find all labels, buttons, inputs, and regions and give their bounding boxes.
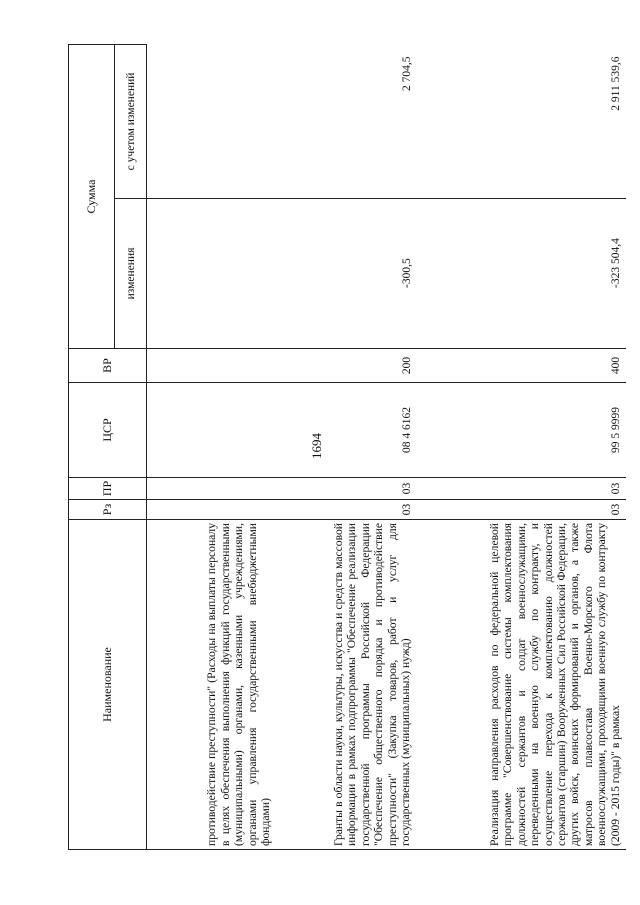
row-csr: 08 4 6162: [277, 383, 417, 478]
table-row: [147, 44, 277, 849]
header-s-uchetom: с учетом изменений: [115, 44, 147, 198]
row-s-uchetom: 2 911 539,6: [417, 44, 627, 198]
row-s-uchetom: [147, 44, 277, 198]
page-number: 1694: [309, 433, 324, 459]
row-name: Гранты в области науки, культуры, искусства и средств массовой информации в рамках подпрограммы "Обеспечение реализации государственной программы Российской Федерации "Обеспечение общественного порядка и противодействие преступности" (Закупка товаров, работ и услуг для государственных (муниципальных) нужд): [277, 520, 417, 850]
row-pr: 03: [277, 478, 417, 500]
row-s-uchetom: 2 704,5: [277, 44, 417, 198]
row-rz: 03: [277, 500, 417, 520]
row-rz: [147, 500, 277, 520]
header-summa: Сумма: [69, 44, 115, 348]
table-row: [277, 44, 417, 849]
row-vr: [147, 349, 277, 383]
header-name: Наименование: [69, 520, 147, 850]
header-vr: ВР: [69, 349, 147, 383]
row-rz: 03: [417, 500, 627, 520]
row-vr: 200: [277, 349, 417, 383]
header-izmeneniya: изменения: [115, 199, 147, 349]
row-csr: 99 5 9999: [417, 383, 627, 478]
row-pr: [147, 478, 277, 500]
rotated-table-area: [68, 45, 626, 850]
row-izmeneniya: [147, 199, 277, 349]
header-pr: ПР: [69, 478, 147, 500]
header-rz: Рз: [69, 500, 147, 520]
row-name: Реализация направления расходов по федеральной целевой программе "Совершенствование системы комплектования должностей сержантов и солдат военнослужащими, переведенными на военную службу по контракту, и осуществление перехода к комплектованию должностей сержантов (старшин) Вооруженных Сил Российской Федерации, других войск, воинских формирований и органов, а также матросов плавсостава Военно-Морского Флота военнослужащими, проходящими военную службу по контракту (2009 - 2015 годы)" в рамках: [417, 520, 627, 850]
row-vr: 400: [417, 349, 627, 383]
row-izmeneniya: -323 504,4: [417, 199, 627, 349]
table-row: [417, 44, 627, 849]
budget-table: [68, 44, 626, 850]
header-csr: ЦСР: [69, 383, 147, 478]
row-izmeneniya: -300,5: [277, 199, 417, 349]
row-csr: [147, 383, 277, 478]
row-name: противодействие преступности" (Расходы на выплаты персоналу в целях обеспечения выполнения функций государственными (муниципальными) органами, казенными учреждениями, органами управления государственными внебюджетными фондами): [147, 520, 277, 850]
row-pr: 03: [417, 478, 627, 500]
